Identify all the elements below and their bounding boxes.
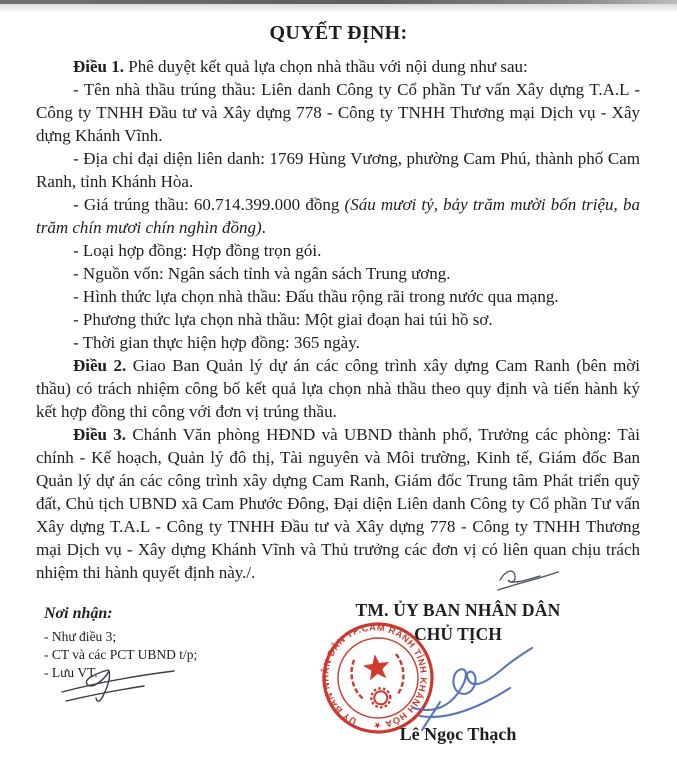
paragraph-text: Điều 2. <box>73 356 127 375</box>
paragraph <box>36 285 640 308</box>
paragraph-text: - Địa chỉ đại diện liên danh: 1769 Hùng Vương, phường Cam Phú, thành phố Cam Ranh, tỉnh Khánh Hòa. <box>36 149 640 191</box>
paragraph <box>36 55 640 78</box>
document-title: QUYẾT ĐỊNH: <box>269 22 408 44</box>
paragraph-text: Giao Ban Quản lý dự án các công trình xây dựng Cam Ranh (bên mời thầu) có trách nhiệm công bố kết quả lựa chọn nhà thầu theo quy định và tiến hành ký kết hợp đồng thi công với đơn vị trúng thầu. <box>36 356 641 421</box>
paragraph-text: Phê duyệt kết quả lựa chọn nhà thầu với nội dung như sau: <box>124 57 528 76</box>
paragraph-text: - Thời gian thực hiện hợp đồng: 365 ngày. <box>73 333 360 352</box>
handwritten-signature <box>398 644 538 732</box>
paragraph-text: Điều 1. <box>73 57 124 76</box>
paragraph-text: - Loại hợp đồng: Hợp đồng trọn gói. <box>73 241 322 260</box>
paragraph-text: Chánh Văn phòng HĐND và UBND thành phố, Trưởng các phòng: Tài chính - Kế hoạch, Quản lý đô thị, Tài nguyên và Môi trường, Kinh tế, Giám đốc Ban Quản lý dự án các công trình xây dựng Cam Ranh, Giám đốc Trung tâm Phát triển quỹ đất, Chủ tịch UBND xã Cam Phước Đông, Đại diện Liên danh Công ty Cổ phần Tư vấn Xây dựng T.A.L - Công ty TNHH Đầu tư và Xây dựng 778 - Công ty TNHH Thương mại Dịch vụ - Xây dựng Khánh Vĩnh và Thủ trưởng các đơn vị có liên quan chịu trách nhiệm thi hành quyết định này./. <box>36 425 641 582</box>
recipients-heading: Nơi nhận: <box>44 605 113 622</box>
paragraph <box>36 78 640 147</box>
signer-block <box>318 600 598 744</box>
paragraph <box>36 147 640 193</box>
signer-name: Lê Ngọc Thạch <box>399 724 517 744</box>
recipient-item: - Như điều 3; <box>44 629 117 644</box>
paragraph-text: . <box>261 218 266 237</box>
paragraph <box>36 239 640 262</box>
ink-paraph-icon <box>496 568 562 594</box>
paragraph-text: - Giá trúng thầu: 60.714.399.000 đồng <box>73 195 345 214</box>
paragraph-text: - Hình thức lựa chọn nhà thầu: Đấu thầu rộng rãi trong nước qua mạng. <box>73 287 559 306</box>
signing-authority: TM. ỦY BAN NHÂN DÂN <box>355 600 561 620</box>
paragraph-text: - Phương thức lựa chọn nhà thầu: Một giai đoạn hai túi hồ sơ. <box>73 310 493 329</box>
paragraph-text: (Sáu mươi tỷ, bảy trăm mười bốn triệu, ba trăm chín mươi chín nghìn đồng) <box>36 195 640 237</box>
recipient-item: - CT và các PCT UBND t/p; <box>44 647 198 662</box>
stamp-ring-text: ỦY BAN NHÂN DÂN TP.CAM RANH TỈNH KHÁNH HÒA ★ <box>320 622 429 731</box>
recipient-item: - Lưu VT. <box>44 665 98 680</box>
paragraph-text: Điều 3. <box>73 425 127 444</box>
signer-title: CHỦ TỊCH <box>414 624 502 644</box>
paragraph-text: - Nguồn vốn: Ngân sách tỉnh và ngân sách Trung ương. <box>73 264 451 283</box>
paragraph <box>36 193 640 239</box>
ink-paraph-icon <box>56 664 184 704</box>
paragraph-text: - Tên nhà thầu trúng thầu: Liên danh Công ty Cổ phần Tư vấn Xây dựng T.A.L - Công ty TNHH Đầu tư và Xây dựng 778 - Công ty TNHH Thương mại Dịch vụ - Xây dựng Khánh Vĩnh. <box>36 80 640 145</box>
scan-edge-fade <box>0 4 677 13</box>
paragraph <box>36 423 640 584</box>
paragraph <box>36 331 640 354</box>
paragraph <box>36 308 640 331</box>
document-body <box>0 45 677 584</box>
paragraph <box>36 354 640 423</box>
paragraph <box>36 262 640 285</box>
